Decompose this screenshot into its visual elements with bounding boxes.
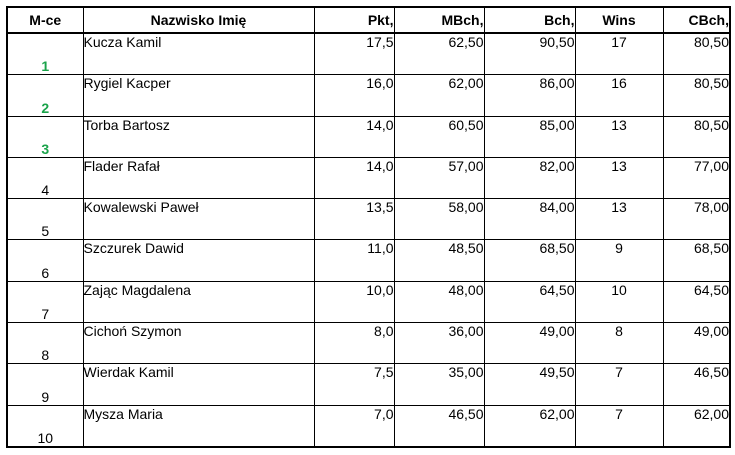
table-row xyxy=(7,323,730,364)
name-cell: Torba Bartosz xyxy=(83,116,314,157)
bch-cell: 84,00 xyxy=(484,199,575,240)
header-mbch: MBch, xyxy=(394,7,484,33)
name-cell: Zając Magdalena xyxy=(83,281,314,322)
place-cell: 2 xyxy=(7,75,83,116)
header-pkt: Pkt, xyxy=(314,7,394,33)
table-row xyxy=(7,281,730,322)
pkt-cell: 7,5 xyxy=(314,364,394,405)
name-cell: Kucza Kamil xyxy=(83,33,314,75)
mbch-cell: 62,50 xyxy=(394,33,484,75)
wins-cell: 13 xyxy=(575,116,663,157)
bch-cell: 64,50 xyxy=(484,281,575,322)
mbch-cell: 48,50 xyxy=(394,240,484,281)
place-cell: 4 xyxy=(7,157,83,198)
name-cell: Flader Rafał xyxy=(83,157,314,198)
place-cell: 7 xyxy=(7,281,83,322)
cbch-cell: 77,00 xyxy=(663,157,730,198)
mbch-cell: 46,50 xyxy=(394,405,484,447)
wins-cell: 8 xyxy=(575,323,663,364)
place-cell: 8 xyxy=(7,323,83,364)
mbch-cell: 58,00 xyxy=(394,199,484,240)
pkt-cell: 14,0 xyxy=(314,116,394,157)
table-row xyxy=(7,116,730,157)
pkt-cell: 10,0 xyxy=(314,281,394,322)
bch-cell: 82,00 xyxy=(484,157,575,198)
name-cell: Rygiel Kacper xyxy=(83,75,314,116)
wins-cell: 13 xyxy=(575,199,663,240)
place-cell: 10 xyxy=(7,405,83,447)
mbch-cell: 60,50 xyxy=(394,116,484,157)
cbch-cell: 80,50 xyxy=(663,33,730,75)
mbch-cell: 48,00 xyxy=(394,281,484,322)
mbch-cell: 57,00 xyxy=(394,157,484,198)
cbch-cell: 80,50 xyxy=(663,116,730,157)
name-cell: Szczurek Dawid xyxy=(83,240,314,281)
table-row xyxy=(7,33,730,75)
wins-cell: 7 xyxy=(575,364,663,405)
pkt-cell: 17,5 xyxy=(314,33,394,75)
table-body xyxy=(7,33,730,447)
wins-cell: 17 xyxy=(575,33,663,75)
results-table xyxy=(6,6,731,448)
bch-cell: 49,00 xyxy=(484,323,575,364)
table-row xyxy=(7,199,730,240)
header-name: Nazwisko Imię xyxy=(83,7,314,33)
table-header xyxy=(7,7,730,33)
cbch-cell: 68,50 xyxy=(663,240,730,281)
mbch-cell: 35,00 xyxy=(394,364,484,405)
name-cell: Wierdak Kamil xyxy=(83,364,314,405)
table-row xyxy=(7,75,730,116)
pkt-cell: 13,5 xyxy=(314,199,394,240)
bch-cell: 49,50 xyxy=(484,364,575,405)
place-cell: 6 xyxy=(7,240,83,281)
bch-cell: 86,00 xyxy=(484,75,575,116)
header-cbch: CBch, xyxy=(663,7,730,33)
cbch-cell: 64,50 xyxy=(663,281,730,322)
table-row xyxy=(7,364,730,405)
name-cell: Mysza Maria xyxy=(83,405,314,447)
bch-cell: 62,00 xyxy=(484,405,575,447)
wins-cell: 9 xyxy=(575,240,663,281)
table-row xyxy=(7,240,730,281)
place-cell: 3 xyxy=(7,116,83,157)
wins-cell: 13 xyxy=(575,157,663,198)
bch-cell: 68,50 xyxy=(484,240,575,281)
name-cell: Kowalewski Paweł xyxy=(83,199,314,240)
place-cell: 5 xyxy=(7,199,83,240)
name-cell: Cichoń Szymon xyxy=(83,323,314,364)
mbch-cell: 62,00 xyxy=(394,75,484,116)
cbch-cell: 62,00 xyxy=(663,405,730,447)
wins-cell: 16 xyxy=(575,75,663,116)
mbch-cell: 36,00 xyxy=(394,323,484,364)
bch-cell: 90,50 xyxy=(484,33,575,75)
cbch-cell: 78,00 xyxy=(663,199,730,240)
header-bch: Bch, xyxy=(484,7,575,33)
place-cell: 9 xyxy=(7,364,83,405)
cbch-cell: 49,00 xyxy=(663,323,730,364)
pkt-cell: 8,0 xyxy=(314,323,394,364)
header-wins: Wins xyxy=(575,7,663,33)
pkt-cell: 14,0 xyxy=(314,157,394,198)
bch-cell: 85,00 xyxy=(484,116,575,157)
place-cell: 1 xyxy=(7,33,83,75)
table-row xyxy=(7,157,730,198)
wins-cell: 7 xyxy=(575,405,663,447)
pkt-cell: 7,0 xyxy=(314,405,394,447)
header-row xyxy=(7,7,730,33)
pkt-cell: 16,0 xyxy=(314,75,394,116)
header-place: M-ce xyxy=(7,7,83,33)
pkt-cell: 11,0 xyxy=(314,240,394,281)
table-row xyxy=(7,405,730,447)
cbch-cell: 46,50 xyxy=(663,364,730,405)
wins-cell: 10 xyxy=(575,281,663,322)
cbch-cell: 80,50 xyxy=(663,75,730,116)
